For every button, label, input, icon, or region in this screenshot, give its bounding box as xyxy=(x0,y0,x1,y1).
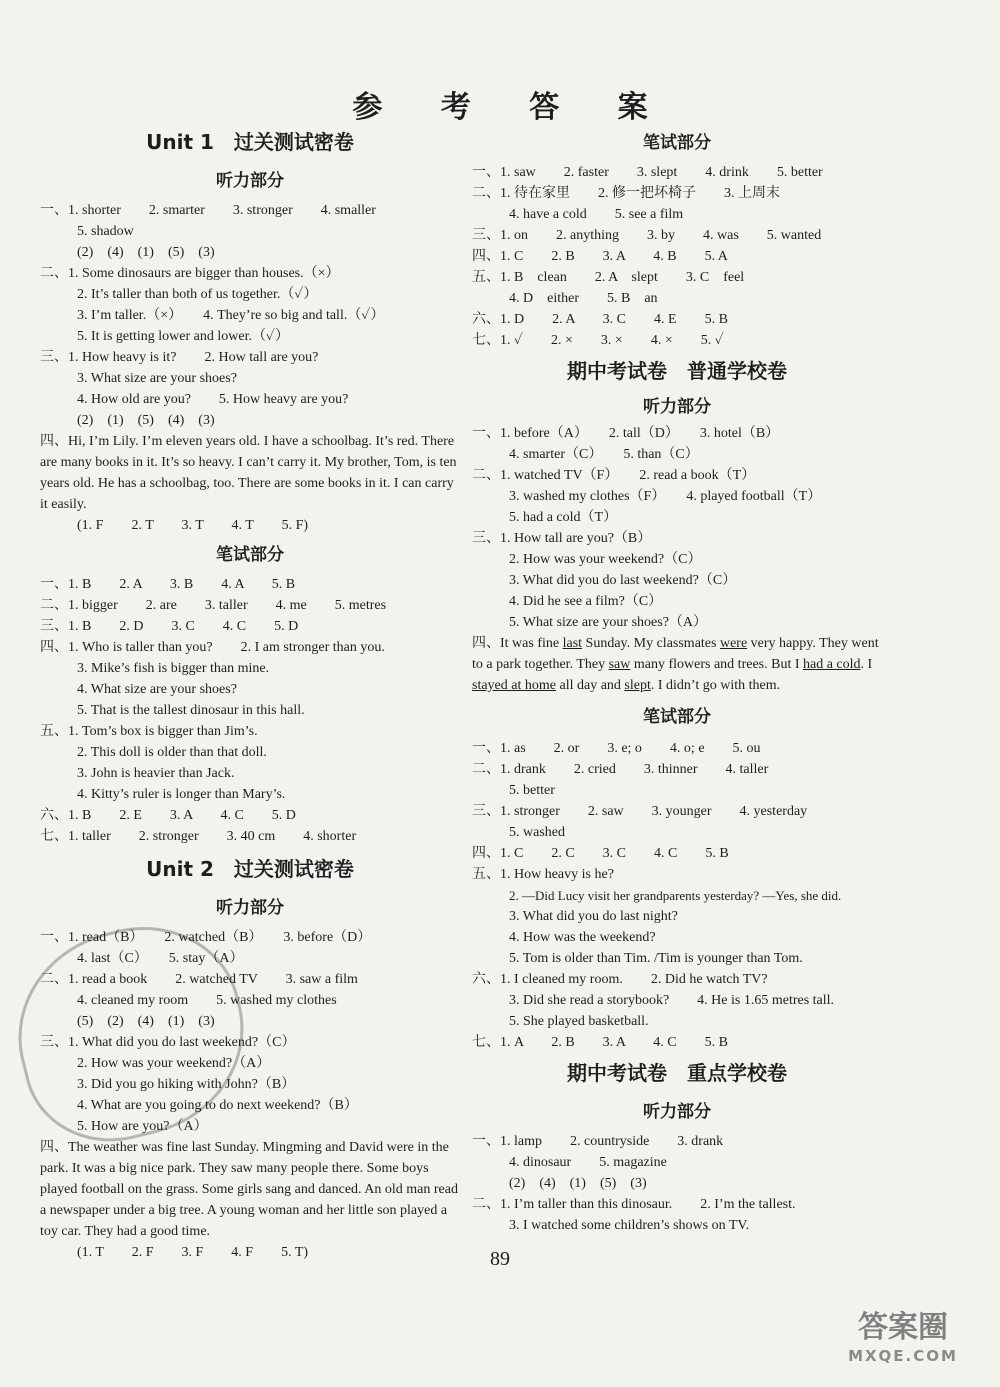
answer-line: 5. She played basketball. xyxy=(509,1014,649,1029)
answer-line: 六、1. D 2. A 3. C 4. E 5. B xyxy=(472,312,728,327)
answer-line: 5. How are you?（A） xyxy=(77,1119,208,1134)
answer-line: 4. Kitty’s ruler is longer than Mary’s. xyxy=(77,787,286,802)
answer-line: (1. T 2. F 3. F 4. F 5. T) xyxy=(77,1245,309,1260)
unit1-listening-heading: 听力部分 xyxy=(216,171,284,191)
answer-line: 3. Did you go hiking with John?（B） xyxy=(77,1077,296,1092)
answer-line: 二、1. 待在家里 2. 修一把坏椅子 3. 上周末 xyxy=(472,186,780,201)
answer-line: 四、1. C 2. B 3. A 4. B 5. A xyxy=(472,249,728,264)
answer-line: 5. Tom is older than Tim. /Tim is younger than Tom. xyxy=(509,951,803,966)
answer-line: 三、1. on 2. anything 3. by 4. was 5. wanted xyxy=(472,228,822,243)
answer-line: 二、1. drank 2. cried 3. thinner 4. taller xyxy=(472,762,769,777)
unit2-heading: Unit 2 过关测试密卷 xyxy=(146,857,354,881)
answer-line: 2. —Did Lucy visit her grandparents yesterday? —Yes, she did. xyxy=(509,888,842,903)
answer-line: 3. John is heavier than Jack. xyxy=(77,766,235,781)
answer-line: 三、1. How tall are you?（B） xyxy=(472,531,652,546)
answer-line: 5. It is getting lower and lower.（✓） xyxy=(77,329,289,344)
answer-line: 4. How was the weekend? xyxy=(509,930,656,945)
answer-line: 五、1. How heavy is he? xyxy=(472,867,614,882)
answer-line: 3. I’m taller.（×） 4. They’re so big and tall.（✓） xyxy=(77,308,385,323)
answer-line: 三、1. What did you do last weekend?（C） xyxy=(40,1035,296,1050)
answer-line: 一、1. B 2. A 3. B 4. A 5. B xyxy=(40,577,296,592)
midterm-normal-heading: 期中考试卷 普通学校卷 xyxy=(567,359,787,383)
answer-line: 二、1. bigger 2. are 3. taller 4. me 5. metres xyxy=(40,598,387,613)
answer-line: 六、1. B 2. E 3. A 4. C 5. D xyxy=(40,808,296,823)
unit1-heading: Unit 1 过关测试密卷 xyxy=(146,130,354,154)
answer-line: 3. What did you do last weekend?（C） xyxy=(509,573,737,588)
answer-line: 2. This doll is older than that doll. xyxy=(77,745,267,760)
answer-line: 4. smarter（C） 5. than（C） xyxy=(509,447,699,462)
answer-line: (1. F 2. T 3. T 4. T 5. F) xyxy=(77,518,309,533)
answer-line: 三、1. stronger 2. saw 3. younger 4. yesterday xyxy=(472,804,808,819)
answer-line: 3. I watched some children’s shows on TV. xyxy=(509,1218,750,1233)
answer-line: 3. What size are your shoes? xyxy=(77,371,237,386)
answer-line: 七、1. A 2. B 3. A 4. C 5. B xyxy=(472,1035,728,1050)
answer-line: 2. How was your weekend?（C） xyxy=(509,552,702,567)
answer-line: 5. That is the tallest dinosaur in this hall. xyxy=(77,703,305,718)
left-column xyxy=(40,122,460,1263)
answer-line: 4. dinosaur 5. magazine xyxy=(509,1155,667,1170)
unit1-written-heading: 笔试部分 xyxy=(216,545,284,565)
midterm-normal-listening-heading: 听力部分 xyxy=(643,397,711,417)
answer-line: 六、1. I cleaned my room. 2. Did he watch TV? xyxy=(472,972,768,987)
answer-line: 三、1. How heavy is it? 2. How tall are you? xyxy=(40,350,319,365)
answer-line: (2) (1) (5) (4) (3) xyxy=(77,413,215,428)
answer-line: 一、1. before（A） 2. tall（D） 3. hotel（B） xyxy=(472,426,780,441)
listening-passage: 四、The weather was fine last Sunday. Mingming and David were in the park. It was a big nice park. They saw many people there. Some boys played football on the grass. Some girls sang and danced. An old man read a newspaper under a big tree. A young woman and her little son played a toy car. They had a good time. xyxy=(40,1140,458,1239)
answer-line: 一、1. lamp 2. countryside 3. drank xyxy=(472,1134,724,1149)
listening-passage: 四、It was fine last Sunday. My classmates were very happy. They went to a park together. They saw many flowers and trees. But I had a cold. I stayed at home all day and slept. I didn’t go with them. xyxy=(472,636,879,693)
watermark-logo-text: 答案圈 xyxy=(858,1310,948,1345)
answer-line: 5. had a cold（T） xyxy=(509,510,618,525)
right-column xyxy=(472,124,882,1236)
answer-line: 3. Did she read a storybook? 4. He is 1.65 metres tall. xyxy=(509,993,835,1008)
answer-line: 5. better xyxy=(509,783,555,798)
answer-line: 二、1. I’m taller than this dinosaur. 2. I’m the tallest. xyxy=(472,1197,796,1212)
answer-line: 四、1. C 2. C 3. C 4. C 5. B xyxy=(472,846,729,861)
answer-line: 五、1. Tom’s box is bigger than Jim’s. xyxy=(40,724,258,739)
answer-line: 二、1. Some dinosaurs are bigger than houses.（×） xyxy=(40,266,340,281)
answer-line: 4. What are you going to do next weekend?（B） xyxy=(77,1098,358,1113)
answer-line: 二、1. read a book 2. watched TV 3. saw a film xyxy=(40,972,358,987)
answer-line: (2) (4) (1) (5) (3) xyxy=(509,1176,647,1191)
answer-line: 5. shadow xyxy=(77,224,134,239)
answer-line: 七、1. taller 2. stronger 3. 40 cm 4. shorter xyxy=(40,829,357,844)
answer-line: (2) (4) (1) (5) (3) xyxy=(77,245,215,260)
answer-line: 3. Mike’s fish is bigger than mine. xyxy=(77,661,270,676)
answer-line: 5. What size are your shoes?（A） xyxy=(509,615,708,630)
answer-line: 4. How old are you? 5. How heavy are you? xyxy=(77,392,349,407)
page-title: 参 考 答 案 xyxy=(352,90,672,125)
midterm-key-listening-heading: 听力部分 xyxy=(643,1102,711,1122)
answer-line: (5) (2) (4) (1) (3) xyxy=(77,1014,215,1029)
answer-line: 4. cleaned my room 5. washed my clothes xyxy=(77,993,337,1008)
page-number: 89 xyxy=(490,1248,510,1270)
answer-line: 5. washed xyxy=(509,825,565,840)
answer-line: 2. It’s taller than both of us together.（✓） xyxy=(77,287,318,302)
unit2-listening-heading: 听力部分 xyxy=(216,898,284,918)
answer-line: 一、1. read（B） 2. watched（B） 3. before（D） xyxy=(40,930,372,945)
answer-line: 二、1. watched TV（F） 2. read a book（T） xyxy=(472,468,756,483)
answer-line: 七、1. ✓ 2. × 3. × 4. × 5. ✓ xyxy=(472,333,724,348)
answer-line: 3. What did you do last night? xyxy=(509,909,678,924)
midterm-key-heading: 期中考试卷 重点学校卷 xyxy=(567,1061,787,1085)
answer-line: 四、1. Who is taller than you? 2. I am stronger than you. xyxy=(40,640,385,655)
answer-line: 五、1. B clean 2. A slept 3. C feel xyxy=(472,270,745,285)
answer-line: 一、1. shorter 2. smarter 3. stronger 4. smaller xyxy=(40,203,376,218)
answer-line: 一、1. saw 2. faster 3. slept 4. drink 5. better xyxy=(472,165,823,180)
watermark-url: MXQE.COM xyxy=(848,1347,958,1365)
site-watermark xyxy=(818,1309,988,1373)
answer-line: 4. have a cold 5. see a film xyxy=(509,207,684,222)
answer-line: 2. How was your weekend?（A） xyxy=(77,1056,271,1071)
answer-line: 4. What size are your shoes? xyxy=(77,682,237,697)
answer-line: 4. Did he see a film?（C） xyxy=(509,594,663,609)
unit2-written-heading: 笔试部分 xyxy=(643,133,711,153)
answer-line: 4. last（C） 5. stay（A） xyxy=(77,951,244,966)
answer-line: 三、1. B 2. D 3. C 4. C 5. D xyxy=(40,619,299,634)
listening-passage: 四、Hi, I’m Lily. I’m eleven years old. I have a schoolbag. It’s red. There are many books in it. It’s so heavy. I can’t carry it. My brother, Tom, is ten years old. He has a schoolbag, too. There are some books in it. I can carry it easily. xyxy=(40,434,457,512)
answer-line: 3. washed my clothes（F） 4. played football（T） xyxy=(509,489,822,504)
midterm-normal-written-heading: 笔试部分 xyxy=(643,707,711,727)
answer-line: 4. D either 5. B an xyxy=(509,291,658,306)
answer-line: 一、1. as 2. or 3. e; o 4. o; e 5. ou xyxy=(472,741,761,756)
